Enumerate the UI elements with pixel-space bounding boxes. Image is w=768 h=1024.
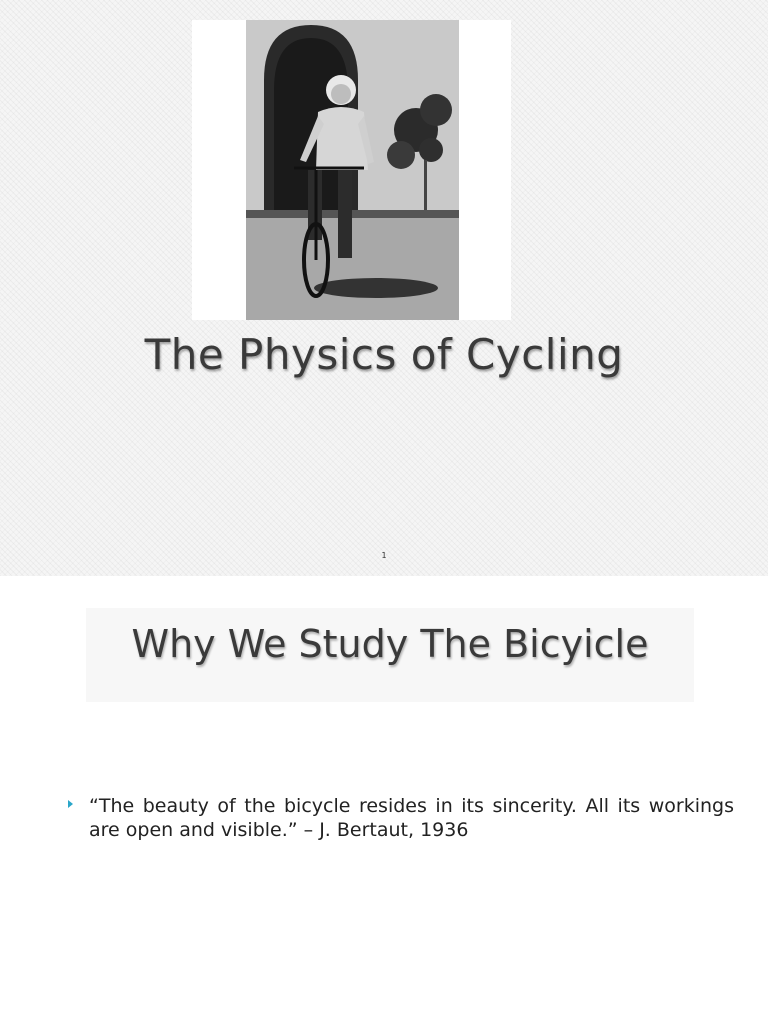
photo-illustration	[246, 20, 459, 320]
person-riding-bicycle-photo	[246, 20, 459, 320]
slide-2-title: Why We Study The Bicyicle	[131, 622, 649, 666]
page-number: 1	[381, 551, 387, 560]
slide-2	[0, 576, 768, 1024]
bullet-quote-text: “The beauty of the bicycle resides in its sincerity. All its workings are open and visible.” – J. Bertaut, 1936	[89, 795, 734, 841]
slide-1-title: The Physics of Cycling	[144, 330, 624, 379]
photo-frame	[192, 20, 511, 320]
bullet-arrow-icon	[68, 800, 73, 808]
slide-2-title-box	[86, 608, 694, 702]
